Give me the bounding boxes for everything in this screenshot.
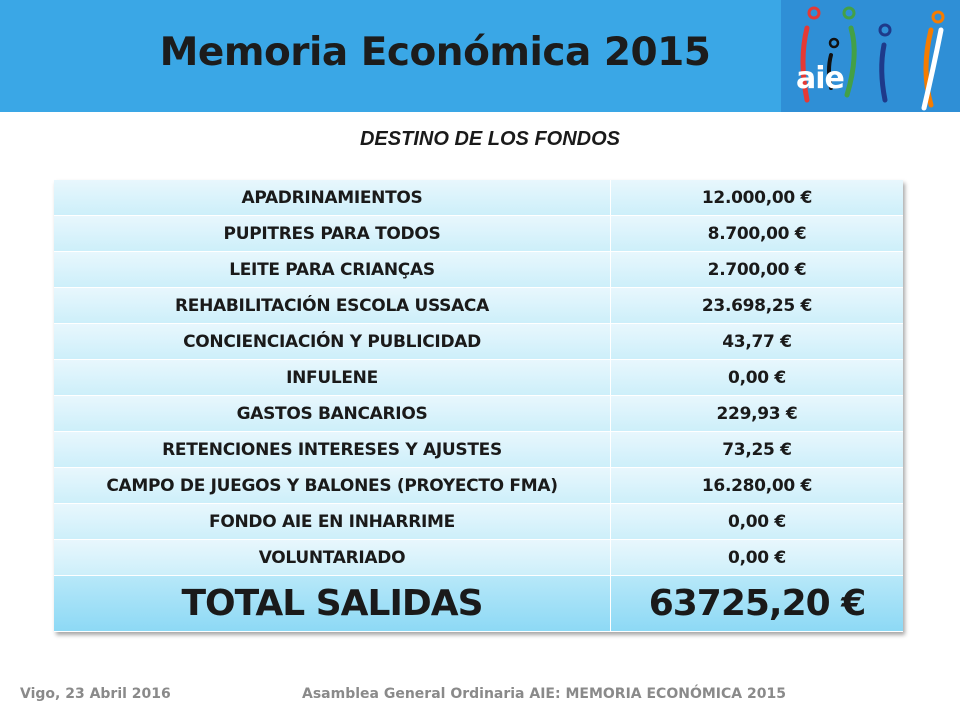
row-amount: 43,77 €: [722, 331, 792, 352]
row-label: VOLUNTARIADO: [54, 540, 611, 575]
row-label: CAMPO DE JUEGOS Y BALONES (PROYECTO FMA): [54, 468, 611, 503]
table-row: [54, 540, 903, 576]
footer-date: Vigo, 23 Abril 2016: [20, 686, 171, 702]
row-label: CONCIENCIACIÓN Y PUBLICIDAD: [54, 324, 611, 359]
table-row: [54, 468, 903, 504]
footer-event: Asamblea General Ordinaria AIE: MEMORIA ECONÓMICA 2015: [302, 686, 786, 702]
table-row: [54, 324, 903, 360]
row-label: RETENCIONES INTERESES Y AJUSTES: [54, 432, 611, 467]
row-label: GASTOS BANCARIOS: [54, 396, 611, 431]
table-row: [54, 180, 903, 216]
row-label: APADRINAMIENTOS: [54, 180, 611, 215]
row-amount: 0,00 €: [728, 511, 786, 532]
row-label: PUPITRES PARA TODOS: [54, 216, 611, 251]
table-row: [54, 252, 903, 288]
logo-text: aie: [796, 61, 844, 96]
row-amount: 0,00 €: [728, 547, 786, 568]
table-row: [54, 360, 903, 396]
table-row: [54, 396, 903, 432]
row-label: FONDO AIE EN INHARRIME: [54, 504, 611, 539]
table-row: [54, 216, 903, 252]
row-amount: 8.700,00 €: [707, 223, 807, 244]
row-label: INFULENE: [54, 360, 611, 395]
row-amount: 0,00 €: [728, 367, 786, 388]
row-amount: 73,25 €: [722, 439, 792, 460]
total-label: TOTAL SALIDAS: [54, 576, 611, 631]
total-amount: 63725,20 €: [648, 583, 866, 624]
header-banner: [0, 0, 960, 112]
table-row: [54, 504, 903, 540]
row-label: LEITE PARA CRIANÇAS: [54, 252, 611, 287]
funds-table: [54, 180, 903, 632]
table-row: [54, 288, 903, 324]
aie-logo: [781, 0, 960, 112]
row-amount: 23.698,25 €: [701, 295, 813, 316]
row-amount: 2.700,00 €: [707, 259, 807, 280]
row-amount: 229,93 €: [716, 403, 798, 424]
table-row: [54, 432, 903, 468]
row-amount: 12.000,00 €: [701, 187, 813, 208]
section-subtitle: DESTINO DE LOS FONDOS: [359, 128, 621, 150]
page-title: Memoria Económica 2015: [159, 30, 711, 75]
row-label: REHABILITACIÓN ESCOLA USSACA: [54, 288, 611, 323]
total-row: [54, 576, 903, 632]
row-amount: 16.280,00 €: [701, 475, 813, 496]
